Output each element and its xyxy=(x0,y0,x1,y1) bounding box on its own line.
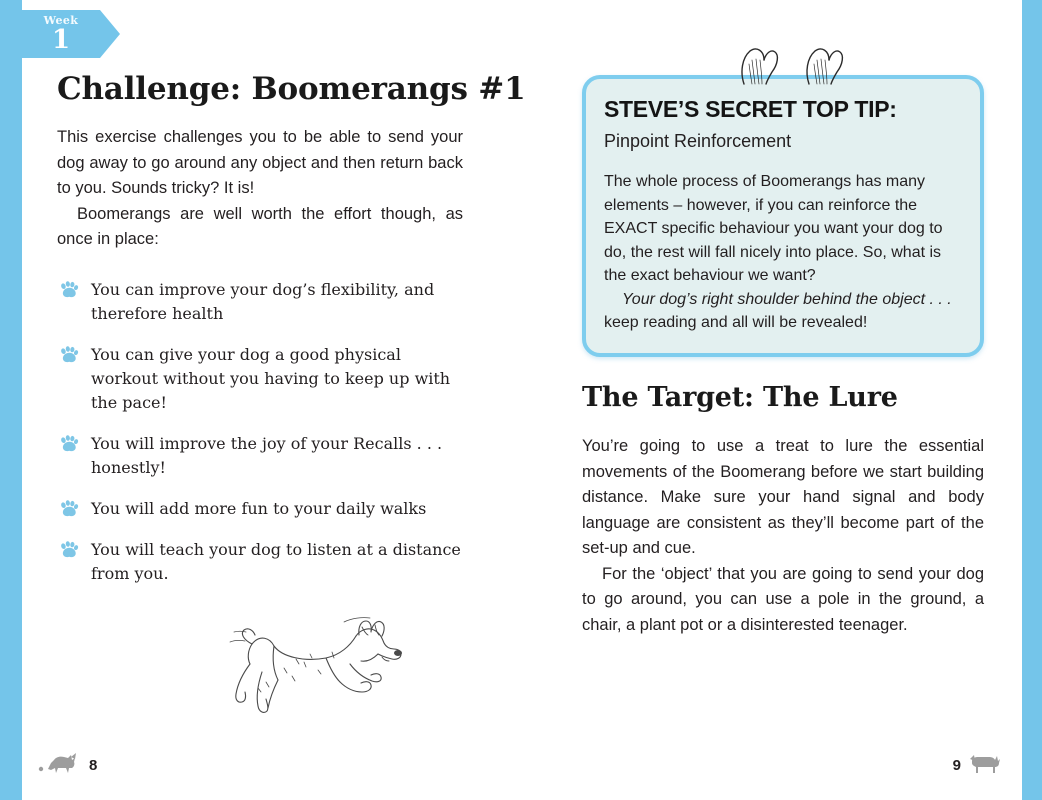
right-page-body xyxy=(582,434,984,638)
week-tab-number: 1 xyxy=(51,25,71,55)
list-item xyxy=(59,278,469,326)
section-heading: The Target: The Lure xyxy=(582,382,898,413)
right-paragraph-1: You’re going to use a treat to lure the essential movements of the Boomerang before we start building distance. Make sure your hand signal and body language are consistent as they’ll become part of the set-up and cue. xyxy=(582,437,984,557)
list-item-label: You will improve the joy of your Recalls . . . honestly! xyxy=(91,434,443,477)
left-edge-strip xyxy=(0,0,22,800)
paw-print-icon xyxy=(59,346,79,364)
tip-box-subtitle: Pinpoint Reinforcement xyxy=(604,131,792,151)
list-item-label: You can improve your dog’s flexibility, and therefore health xyxy=(91,280,435,323)
list-item xyxy=(59,538,469,586)
running-dog-illustration xyxy=(222,602,422,722)
page-number: 9 xyxy=(952,756,961,774)
page-title: Challenge: Boomerangs #1 xyxy=(57,71,526,107)
page-number: 8 xyxy=(89,756,98,774)
tip-box-closing-rest: keep reading and all will be revealed! xyxy=(604,314,868,331)
intro-paragraphs xyxy=(57,125,463,253)
standing-dog-footer-icon xyxy=(968,752,1002,778)
paw-print-icon xyxy=(59,500,79,518)
steves-secret-top-tip-box xyxy=(582,75,984,357)
right-page-heading-wrap xyxy=(582,383,984,413)
tip-box-paragraph: The whole process of Boomerangs has many elements – however, if you can reinforce the EXACT specific behaviour you want your dog to do, the rest will fall nicely into place. So, what is the exact behaviour we want? xyxy=(604,173,943,284)
tip-box-title: STEVE’S SECRET TOP TIP: xyxy=(604,96,897,122)
list-item-label: You will teach your dog to listen at a distance from you. xyxy=(91,540,461,583)
paw-print-icon xyxy=(59,281,79,299)
dog-ears-icon xyxy=(726,46,846,86)
list-item-label: You can give your dog a good physical workout without you having to keep up with the pace! xyxy=(91,345,451,412)
left-page-footer xyxy=(38,752,97,778)
right-page-footer xyxy=(953,752,1002,778)
tip-box-closing xyxy=(604,288,962,335)
list-item-label: You will add more fun to your daily walks xyxy=(91,499,427,518)
tip-box-closing-italic: Your dog’s right shoulder behind the object . . . xyxy=(622,290,952,308)
running-dog-footer-icon xyxy=(38,752,82,778)
list-item xyxy=(59,432,469,480)
right-edge-strip xyxy=(1022,0,1042,800)
intro-paragraph-1: This exercise challenges you to be able to send your dog away to go around any object and then return back to you. Sounds tricky? It is! xyxy=(57,128,463,197)
paw-print-icon xyxy=(59,435,79,453)
week-tab xyxy=(22,10,100,58)
benefits-list xyxy=(59,278,469,603)
paw-print-icon xyxy=(59,541,79,559)
list-item xyxy=(59,343,469,415)
week-tab-label: Week xyxy=(43,14,79,27)
right-paragraph-2: For the ‘object’ that you are going to send your dog to go around, you can use a pole in the ground, a chair, a plant pot or a disinterested teenager. xyxy=(582,564,984,634)
intro-paragraph-2: Boomerangs are well worth the effort though, as once in place: xyxy=(57,204,463,248)
list-item xyxy=(59,497,469,521)
